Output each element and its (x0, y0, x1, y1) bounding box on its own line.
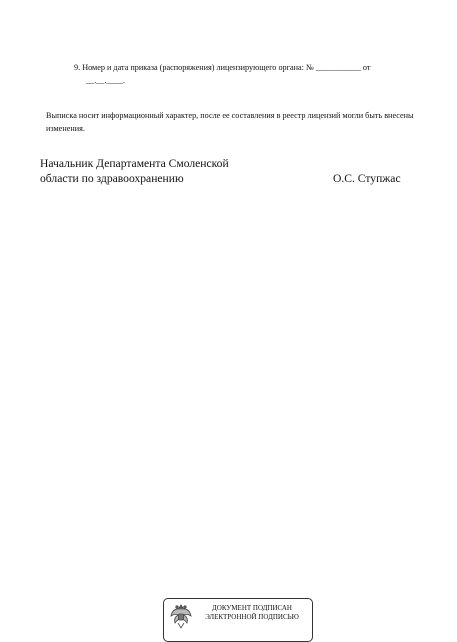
electronic-signature-stamp (163, 598, 313, 642)
signer-position (40, 156, 229, 186)
license-order-line2: __.__.____. (86, 75, 125, 85)
disclaimer-note: Выписка носит информационный характер, после ее составления в реестр лицензий могли быть внесены изменения. (46, 111, 414, 133)
stamp-line1: ДОКУМЕНТ ПОДПИСАН (212, 604, 292, 612)
signer-name: О.С. Ступжас (333, 172, 401, 185)
coat-of-arms-icon (169, 602, 193, 630)
signer-position-line2: области по здравоохранению (40, 172, 184, 185)
stamp-line2: ЭЛЕКТРОННОЙ ПОДПИСЬЮ (205, 613, 299, 621)
signer-position-line1: Начальник Департамента Смоленской (40, 157, 229, 170)
stamp-text (196, 604, 308, 622)
license-order-line1: 9. Номер и дата приказа (распоряжения) лицензирующего органа: № ___________ от (74, 63, 371, 72)
license-order-item (74, 62, 424, 87)
